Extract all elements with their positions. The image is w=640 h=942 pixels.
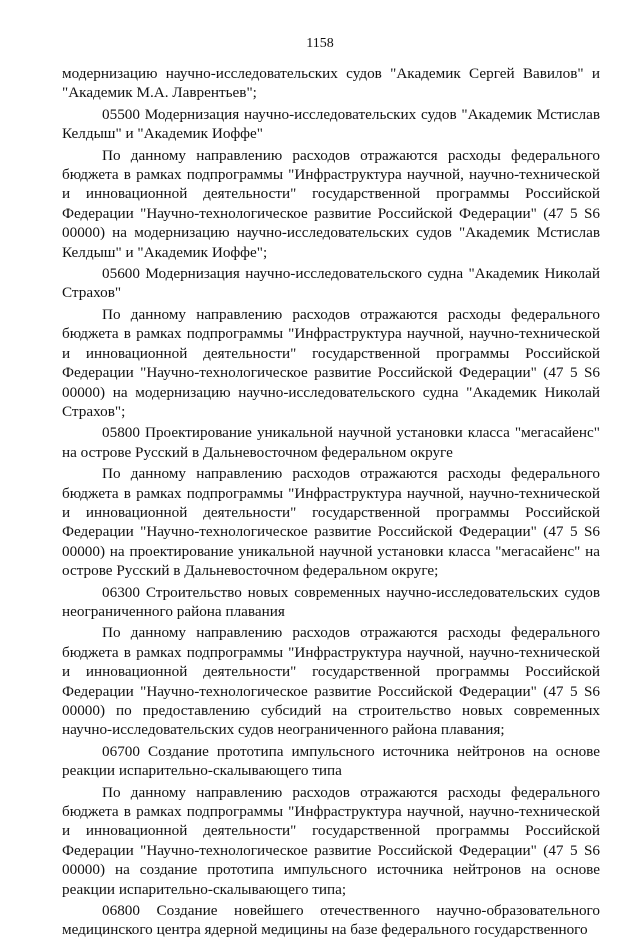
page-number: 1158 [306,36,334,51]
section-heading-05500: 05500 Модернизация научно-исследовательских судов "Академик Мстислав Келдыш" и "Академик Иоффе" [62,105,600,143]
paragraph-05800-description: По данному направлению расходов отражаются расходы федерального бюджета в рамках подпрограммы "Инфраструктура научной, научно-технической и инновационной деятельности" государственной программы Российской Федерации "Научно-технологическое развитие Российской Федерации" (47 5 S6 00000) на проектирование уникальной научной установки класса "мегасайенс" на острове Русский в Дальневосточном федеральном округе; [62,465,600,580]
section-heading-05800: 05800 Проектирование уникальной научной установки класса "мегасайенс" на острове Русский в Дальневосточном федеральном округе [62,424,600,461]
paragraph-06300-description: По данному направлению расходов отражаются расходы федерального бюджета в рамках подпрограммы "Инфраструктура научной, научно-технической и инновационной деятельности" государственной программы Российской Федерации "Научно-технологическое развитие Российской Федерации" (47 5 S6 00000) по предоставлению субсидий на строительство новых современных научно-исследовательских судов неограниченного района плавания; [62,624,600,739]
paragraph-continuation: модернизацию научно-исследовательских судов "Академик Сергей Вавилов" и "Академик М.А. Лаврентьев"; [62,65,600,102]
paragraph-05500-description: По данному направлению расходов отражаются расходы федерального бюджета в рамках подпрограммы "Инфраструктура научной, научно-технической и инновационной деятельности" государственной программы Российской Федерации "Научно-технологическое развитие Российской Федерации" (47 5 S6 00000) на модернизацию научно-исследовательских судов "Академик Мстислав Келдыш" и "Академик Иоффе"; [62,146,600,261]
section-heading-06700: 06700 Создание прототипа импульсного источника нейтронов на основе реакции испарительно-скалывающего типа [62,742,600,780]
section-heading-05600: 05600 Модернизация научно-исследовательского судна "Академик Николай Страхов" [62,265,600,302]
document-body [62,64,600,942]
section-heading-06300: 06300 Строительство новых современных научно-исследовательских судов неограниченного района плавания [62,583,600,620]
paragraph-05600-description: По данному направлению расходов отражаются расходы федерального бюджета в рамках подпрограммы "Инфраструктура научной, научно-технической и инновационной деятельности" государственной программы Российской Федерации "Научно-технологическое развитие Российской Федерации" (47 5 S6 00000) на модернизацию научно-исследовательского судна "Академик Николай Страхов"; [62,305,600,420]
paragraph-06700-description: По данному направлению расходов отражаются расходы федерального бюджета в рамках подпрограммы "Инфраструктура научной, научно-технической и инновационной деятельности" государственной программы Российской Федерации "Научно-технологическое развитие Российской Федерации" (47 5 S6 00000) на создание прототипа импульсного источника нейтронов на основе реакции испарительно-скалывающего типа; [62,783,600,898]
section-heading-06800: 06800 Создание новейшего отечественного научно-образовательного медицинского центра ядерной медицины на базе федерального государственного [62,902,600,939]
